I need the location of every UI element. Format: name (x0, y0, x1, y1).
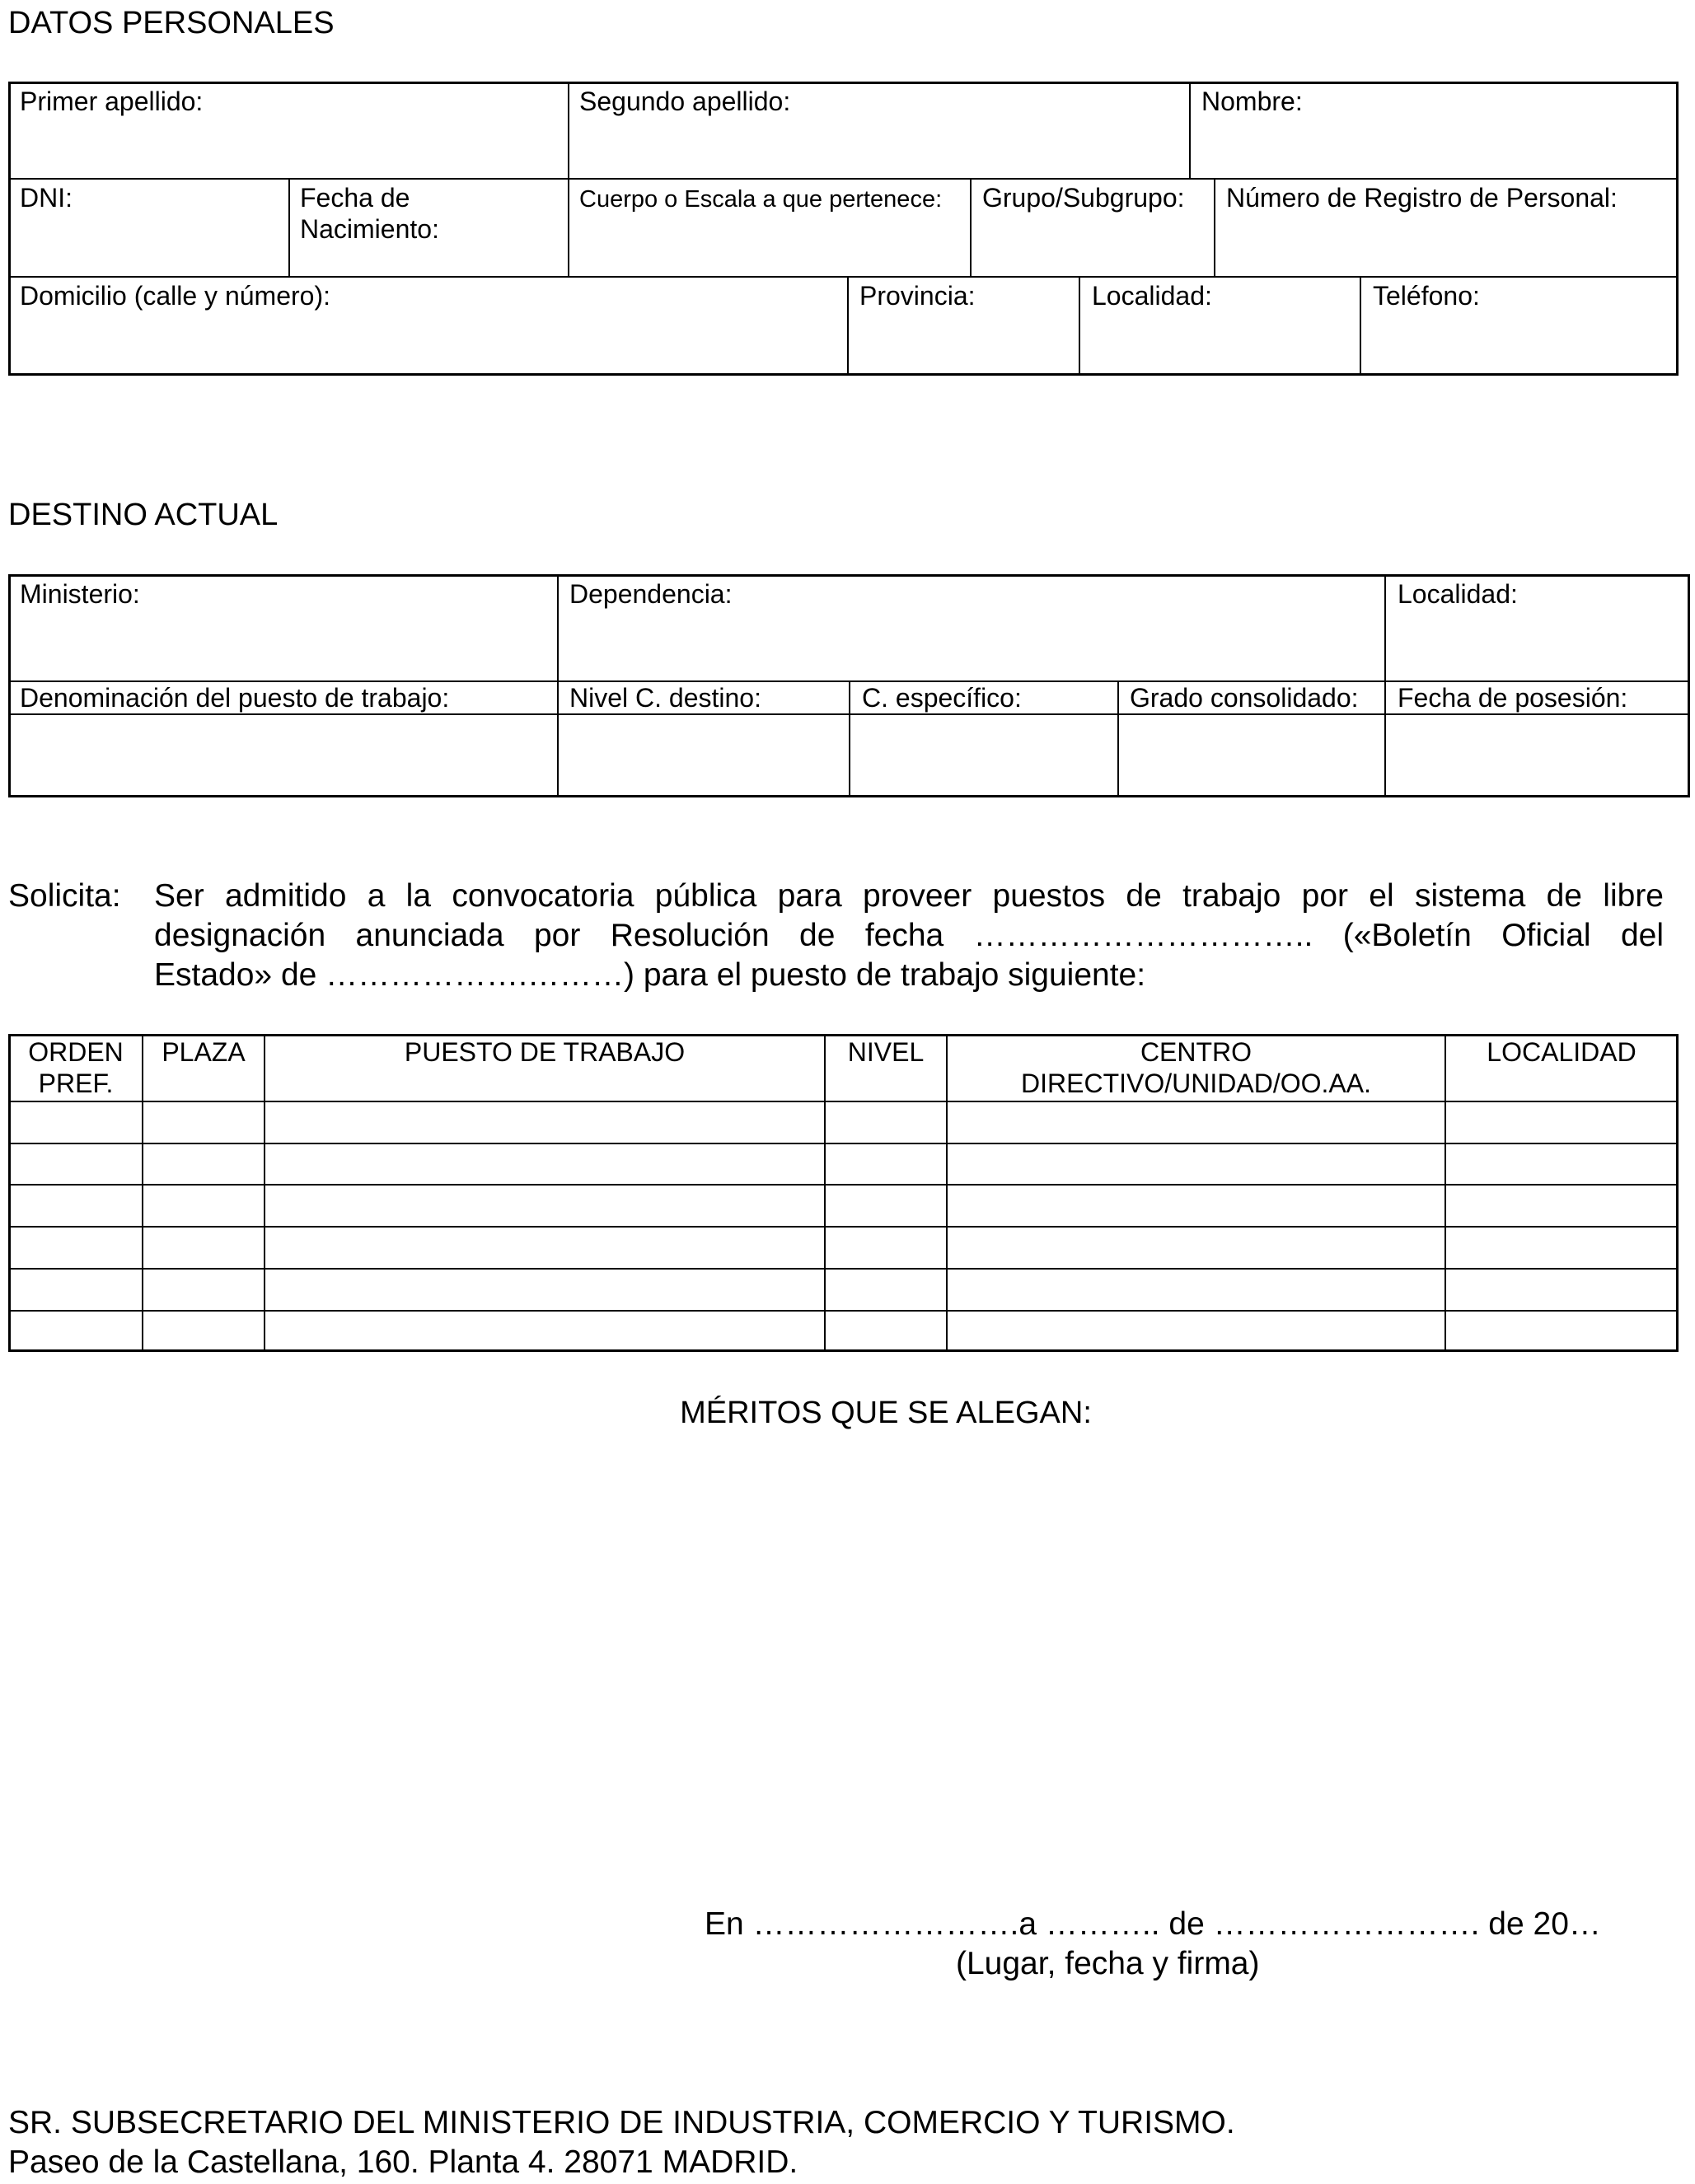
row-divider (8, 276, 1679, 278)
meritos-heading: MÉRITOS QUE SE ALEGAN: (680, 1396, 1092, 1430)
solicita-label: Solicita: (8, 878, 121, 914)
firma-caption: (Lugar, fecha y firma) (956, 1946, 1260, 1981)
dependencia-field[interactable]: Dependencia: (569, 579, 733, 609)
c-especifico-field[interactable]: C. específico: (862, 683, 1022, 713)
telefono-field[interactable]: Teléfono: (1373, 281, 1480, 311)
nombre-field[interactable]: Nombre: (1201, 87, 1303, 116)
fecha-nacimiento-label-line1: Fecha de (300, 183, 410, 213)
col-header-orden-line1: ORDEN (28, 1037, 124, 1067)
localidad-destino-field[interactable]: Localidad: (1398, 579, 1518, 609)
fecha-nacimiento-label-line2: Nacimiento: (300, 214, 439, 244)
table-col-line (264, 1034, 265, 1352)
lugar-fecha-line: En …………………….a ……….. de ……………………. de 20… (705, 1906, 1601, 1942)
grupo-subgrupo-field[interactable]: Grupo/Subgrupo: (982, 183, 1185, 213)
ministerio-field[interactable]: Ministerio: (20, 579, 140, 609)
localidad-field[interactable]: Localidad: (1092, 281, 1212, 311)
cuerpo-escala-field[interactable]: Cuerpo o Escala a que pertenece: (579, 186, 943, 213)
col-divider (1117, 680, 1119, 797)
col-divider (568, 178, 569, 277)
col-divider (1214, 178, 1215, 277)
col-header-puesto: PUESTO DE TRABAJO (404, 1037, 686, 1067)
datos-personales-table (8, 82, 1679, 376)
col-header-centro (948, 1036, 1444, 1099)
table-col-line (142, 1034, 143, 1352)
solicitud-text-line3: Estado» de ……………….………) para el puesto de trabajo siguiente: (154, 957, 1146, 993)
col-divider (849, 680, 850, 797)
row-divider (8, 178, 1679, 180)
fecha-posesion-field[interactable]: Fecha de posesión: (1398, 683, 1628, 713)
destinatario-line1: SR. SUBSECRETARIO DEL MINISTERIO DE INDUSTRIA, COMERCIO Y TURISMO. (8, 2105, 1235, 2140)
table-row-line (8, 1184, 1679, 1186)
table-row-line (8, 1101, 1679, 1102)
domicilio-field[interactable]: Domicilio (calle y número): (20, 281, 330, 311)
table-row-line (8, 1226, 1679, 1228)
table-row-line (8, 1143, 1679, 1144)
destinatario-line2: Paseo de la Castellana, 160. Planta 4. 28071 MADRID. (8, 2144, 798, 2180)
solicitud-text-line1: Ser admitido a la convocatoria pública para proveer puestos de trabajo por el sistema de libre (154, 878, 1664, 914)
table-col-line (824, 1034, 826, 1352)
nivel-c-destino-field[interactable]: Nivel C. destino: (569, 683, 761, 713)
primer-apellido-field[interactable]: Primer apellido: (20, 87, 204, 116)
col-header-nivel: NIVEL (847, 1037, 925, 1067)
table-row-line (8, 1268, 1679, 1270)
col-header-plaza: PLAZA (162, 1037, 246, 1067)
numero-registro-field[interactable]: Número de Registro de Personal: (1226, 183, 1618, 213)
denominacion-puesto-field[interactable]: Denominación del puesto de trabajo: (20, 683, 450, 713)
meritos-area[interactable] (8, 1450, 1679, 1895)
col-header-orden (10, 1036, 142, 1099)
col-divider (568, 82, 569, 179)
segundo-apellido-field[interactable]: Segundo apellido: (579, 87, 791, 116)
dni-field[interactable]: DNI: (20, 183, 73, 213)
col-divider (1079, 276, 1080, 376)
col-header-centro-line1: CENTRO (1140, 1037, 1253, 1067)
col-header-centro-line2: DIRECTIVO/UNIDAD/OO.AA. (1021, 1069, 1371, 1098)
table-row-line (8, 1310, 1679, 1312)
provincia-field[interactable]: Provincia: (859, 281, 976, 311)
table-col-line (1444, 1034, 1446, 1352)
solicitud-text-line2: designación anunciada por Resolución de fecha ………………………….. («Boletín Oficial del (154, 918, 1664, 953)
fecha-nacimiento-field[interactable] (300, 182, 439, 245)
datos-personales-heading: DATOS PERSONALES (8, 6, 335, 40)
grado-consolidado-field[interactable]: Grado consolidado: (1130, 683, 1359, 713)
col-divider (288, 178, 290, 277)
col-divider (970, 178, 972, 277)
destino-actual-heading: DESTINO ACTUAL (8, 498, 279, 532)
col-header-localidad: LOCALIDAD (1487, 1037, 1636, 1067)
col-divider (557, 574, 559, 797)
col-divider (847, 276, 849, 376)
col-divider (1384, 574, 1386, 797)
col-divider (1360, 276, 1361, 376)
col-header-orden-line2: PREF. (38, 1069, 114, 1098)
col-divider (1189, 82, 1191, 179)
